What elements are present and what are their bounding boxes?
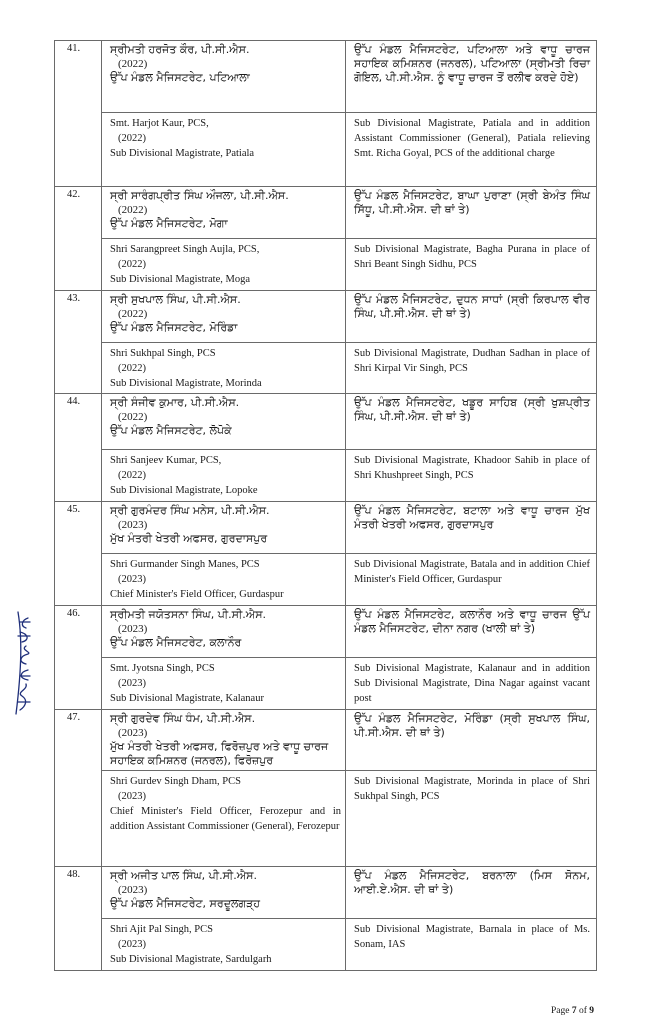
new-posting-punjabi (346, 606, 597, 658)
entry-row-punjabi (55, 606, 597, 658)
new-posting-pa-text: ਉੱਪ ਮੰਡਲ ਮੈਜਿਸਟਰੇਟ, ਦੁਧਨ ਸਾਧਾਂ (ਸ੍ਰੀ ਕਿਰਪਾਲ ਵੀਰ ਸਿੰਘ, ਪੀ.ਸੀ.ਐਸ. ਦੀ ਥਾਂ ਤੇ) (354, 293, 590, 320)
new-posting-pa-text: ਉੱਪ ਮੰਡਲ ਮੈਜਿਸਟਰੇਟ, ਬਰਨਾਲਾ (ਮਿਸ ਸੋਨਮ, ਆਈ.ਏ.ਐਸ. ਦੀ ਥਾਂ ਤੇ) (354, 869, 590, 896)
officer-punjabi (102, 394, 346, 450)
current-post-pa: ਉੱਪ ਮੰਡਲ ਮੈਜਿਸਟਰੇਟ, ਮੋਰਿੰਡਾ (110, 321, 238, 334)
officer-name-pa: ਸ੍ਰੀ ਸਾਰੰਗਪ੍ਰੀਤ ਸਿੰਘ ਔਜਲਾ, ਪੀ.ਸੀ.ਐਸ. (110, 189, 289, 202)
entry-row-english (55, 113, 597, 187)
entry-row-english (55, 658, 597, 710)
officer-name-pa: ਸ੍ਰੀ ਗੁਰਦੇਵ ਸਿੰਘ ਧੰਮ, ਪੀ.ਸੀ.ਐਸ. (110, 712, 256, 725)
officer-punjabi (102, 606, 346, 658)
entry-row-punjabi (55, 291, 597, 343)
new-posting-english (346, 658, 597, 710)
current-post-pa: ਮੁੱਖ ਮੰਤਰੀ ਖੇਤਰੀ ਅਫਸਰ, ਗੁਰਦਾਸਪੁਰ (110, 532, 268, 545)
batch-year-en: (2023) (118, 939, 146, 950)
page-total: 9 (589, 1006, 594, 1016)
page-footer (551, 1006, 594, 1016)
officer-name-pa: ਸ੍ਰੀ ਅਜੀਤ ਪਾਲ ਸਿੰਘ, ਪੀ.ਸੀ.ਐਸ. (110, 869, 257, 882)
new-posting-english (346, 554, 597, 606)
current-post-pa: ਉੱਪ ਮੰਡਲ ਮੈਜਿਸਟਰੇਟ, ਮੋਗਾ (110, 217, 228, 230)
batch-year-en: (2022) (118, 259, 146, 270)
current-post-en: Chief Minister's Field Officer, Gurdaspur (110, 589, 284, 600)
officer-english (102, 919, 346, 971)
current-post-pa: ਉੱਪ ਮੰਡਲ ਮੈਜਿਸਟਰੇਟ, ਕਲਾਨੌਰ (110, 636, 242, 649)
batch-year-en: (2023) (118, 678, 146, 689)
officer-punjabi (102, 41, 346, 113)
entry-row-punjabi (55, 502, 597, 554)
current-post-pa: ਉੱਪ ਮੰਡਲ ਮੈਜਿਸਟਰੇਟ, ਸਰਦੂਲਗੜ੍ਹ (110, 897, 261, 910)
officer-name-en: Shri Gurmander Singh Manes, PCS (110, 559, 260, 570)
new-posting-english (346, 450, 597, 502)
new-posting-english (346, 771, 597, 867)
officer-name-en: Shri Ajit Pal Singh, PCS (110, 924, 213, 935)
transfer-table (54, 40, 597, 971)
page-label: Page (550, 1006, 570, 1016)
officer-english (102, 239, 346, 291)
new-posting-en-text: Sub Divisional Magistrate, Dudhan Sadhan in place of Shri Kirpal Vir Singh, PCS (354, 348, 590, 374)
entry-number: 44. (55, 394, 102, 502)
handwritten-signature (8, 606, 38, 716)
batch-year-en: (2023) (118, 574, 146, 585)
entry-row-english (55, 450, 597, 502)
batch-year-en: (2022) (118, 133, 146, 144)
entry-row-punjabi (55, 710, 597, 771)
new-posting-punjabi (346, 291, 597, 343)
entry-row-english (55, 343, 597, 394)
new-posting-punjabi (346, 502, 597, 554)
new-posting-punjabi (346, 41, 597, 113)
current-post-en: Sub Divisional Magistrate, Morinda (110, 378, 262, 389)
current-post-pa: ਉੱਪ ਮੰਡਲ ਮੈਜਿਸਟਰੇਟ, ਲੋਪੋਕੇ (110, 424, 232, 437)
batch-year-en: (2022) (118, 470, 146, 481)
officer-english (102, 450, 346, 502)
new-posting-pa-text: ਉੱਪ ਮੰਡਲ ਮੈਜਿਸਟਰੇਟ, ਬਟਾਲਾ ਅਤੇ ਵਾਧੂ ਚਾਰਜ ਮੁੱਖ ਮੰਤਰੀ ਖੇਤਰੀ ਅਫਸਰ, ਗੁਰਦਾਸਪੁਰ (354, 504, 590, 531)
new-posting-en-text: Sub Divisional Magistrate, Barnala in place of Ms. Sonam, IAS (354, 924, 590, 950)
batch-year-pa: (2022) (118, 308, 148, 320)
current-post-en: Sub Divisional Magistrate, Lopoke (110, 485, 258, 496)
current-post-en: Chief Minister's Field Officer, Ferozepur and in addition Assistant Commissioner (General), Ferozepur (110, 806, 341, 832)
new-posting-english (346, 239, 597, 291)
new-posting-punjabi (346, 394, 597, 450)
officer-name-en: Shri Sukhpal Singh, PCS (110, 348, 216, 359)
current-post-en: Sub Divisional Magistrate, Patiala (110, 148, 255, 159)
officer-name-pa: ਸ੍ਰੀਮਤੀ ਜਯੋਤਸਨਾ ਸਿੰਘ, ਪੀ.ਸੀ.ਐਸ. (110, 608, 267, 621)
current-post-en: Sub Divisional Magistrate, Moga (110, 274, 250, 285)
new-posting-punjabi (346, 867, 597, 919)
new-posting-pa-text: ਉੱਪ ਮੰਡਲ ਮੈਜਿਸਟਰੇਟ, ਖਡੂਰ ਸਾਹਿਬ (ਸ੍ਰੀ ਖੁਸ਼ਪ੍ਰੀਤ ਸਿੰਘ, ਪੀ.ਸੀ.ਐਸ. ਦੀ ਥਾਂ ਤੇ) (354, 396, 590, 423)
batch-year-pa: (2023) (118, 519, 148, 531)
new-posting-en-text: Sub Divisional Magistrate, Batala and in addition Chief Minister's Field Officer, Gurdaspur (354, 559, 590, 585)
new-posting-en-text: Sub Divisional Magistrate, Kalanaur and in addition Sub Divisional Magistrate, Dina Nagar against vacant post (354, 663, 590, 704)
new-posting-en-text: Sub Divisional Magistrate, Bagha Purana in place of Shri Beant Singh Sidhu, PCS (354, 244, 590, 270)
new-posting-en-text: Sub Divisional Magistrate, Khadoor Sahib in place of Shri Khushpreet Singh, PCS (354, 455, 590, 481)
officer-english (102, 113, 346, 187)
batch-year-pa: (2022) (118, 411, 148, 423)
new-posting-pa-text: ਉੱਪ ਮੰਡਲ ਮੈਜਿਸਟਰੇਟ, ਬਾਘਾ ਪੁਰਾਣਾ (ਸ੍ਰੀ ਬੇਅੰਤ ਸਿੰਘ ਸਿੱਧੂ, ਪੀ.ਸੀ.ਐਸ. ਦੀ ਥਾਂ ਤੇ) (354, 189, 590, 216)
entry-row-english (55, 919, 597, 971)
new-posting-pa-text: ਉੱਪ ਮੰਡਲ ਮੈਜਿਸਟਰੇਟ, ਮੋਰਿੰਡਾ (ਸ੍ਰੀ ਸੁਖਪਾਲ ਸਿੰਘ, ਪੀ.ਸੀ.ਐਸ. ਦੀ ਥਾਂ ਤੇ) (354, 712, 590, 739)
entry-number: 48. (55, 867, 102, 971)
entry-number: 42. (55, 187, 102, 291)
entry-number: 41. (55, 41, 102, 187)
current-post-en: Sub Divisional Magistrate, Kalanaur (110, 693, 264, 704)
entry-number: 43. (55, 291, 102, 394)
batch-year-pa: (2023) (118, 623, 148, 635)
new-posting-en-text: Sub Divisional Magistrate, Morinda in place of Shri Sukhpal Singh, PCS (354, 776, 590, 802)
entry-row-english (55, 771, 597, 867)
batch-year-en: (2023) (118, 791, 146, 802)
officer-name-pa: ਸ੍ਰੀ ਸੁਖਪਾਲ ਸਿੰਘ, ਪੀ.ਸੀ.ਐਸ. (110, 293, 241, 306)
new-posting-english (346, 113, 597, 187)
entry-number: 46. (55, 606, 102, 710)
current-post-pa: ਉੱਪ ਮੰਡਲ ਮੈਜਿਸਟਰੇਟ, ਪਟਿਆਲਾ (110, 71, 250, 84)
batch-year-en: (2022) (118, 363, 146, 374)
new-posting-english (346, 343, 597, 394)
officer-punjabi (102, 187, 346, 239)
entry-number: 47. (55, 710, 102, 867)
page-of: of (578, 1006, 587, 1016)
officer-english (102, 771, 346, 867)
new-posting-en-text: Sub Divisional Magistrate, Patiala and in addition Assistant Commissioner (General), Patiala relieving Smt. Richa Goyal, PCS of the additional charge (354, 118, 590, 159)
entry-row-english (55, 554, 597, 606)
new-posting-pa-text: ਉੱਪ ਮੰਡਲ ਮੈਜਿਸਟਰੇਟ, ਕਲਾਨੌਰ ਅਤੇ ਵਾਧੂ ਚਾਰਜ ਉੱਪ ਮੰਡਲ ਮੈਜਿਸਟਰੇਟ, ਦੀਨਾ ਨਗਰ (ਖਾਲੀ ਥਾਂ ਤੇ) (354, 608, 590, 635)
batch-year-pa: (2022) (118, 58, 148, 70)
new-posting-english (346, 919, 597, 971)
current-post-en: Sub Divisional Magistrate, Sardulgarh (110, 954, 272, 965)
new-posting-pa-text: ਉੱਪ ਮੰਡਲ ਮੈਜਿਸਟਰੇਟ, ਪਟਿਆਲਾ ਅਤੇ ਵਾਧੂ ਚਾਰਜ ਸਹਾਇਕ ਕਮਿਸ਼ਨਰ (ਜਨਰਲ), ਪਟਿਆਲਾ (ਸ੍ਰੀਮਤੀ ਰਿਚਾ ਗੋਇਲ, ਪੀ.ਸੀ.ਐਸ. ਨੂੰ ਵਾਧੂ ਚਾਰਜ ਤੋਂ ਰਲੀਵ ਕਰਦੇ ਹੋਏ) (354, 43, 590, 84)
officer-english (102, 658, 346, 710)
table-body (55, 41, 597, 971)
officer-punjabi (102, 291, 346, 343)
entry-row-punjabi (55, 394, 597, 450)
officer-name-en: Smt. Harjot Kaur, PCS, (110, 118, 209, 129)
officer-name-pa: ਸ੍ਰੀ ਸੰਜੀਵ ਕੁਮਾਰ, ਪੀ.ਸੀ.ਐਸ. (110, 396, 240, 409)
entry-number: 45. (55, 502, 102, 606)
officer-name-en: Shri Gurdev Singh Dham, PCS (110, 776, 241, 787)
officer-name-en: Smt. Jyotsna Singh, PCS (110, 663, 215, 674)
entry-row-english (55, 239, 597, 291)
entry-row-punjabi (55, 41, 597, 113)
officer-name-pa: ਸ੍ਰੀਮਤੀ ਹਰਜੋਤ ਕੌਰ, ਪੀ.ਸੀ.ਐਸ. (110, 43, 250, 56)
entry-row-punjabi (55, 187, 597, 239)
new-posting-punjabi (346, 710, 597, 771)
batch-year-pa: (2023) (118, 727, 148, 739)
officer-punjabi (102, 502, 346, 554)
officer-punjabi (102, 710, 346, 771)
officer-name-en: Shri Sanjeev Kumar, PCS, (110, 455, 222, 466)
officer-english (102, 343, 346, 394)
current-post-pa: ਮੁੱਖ ਮੰਤਰੀ ਖੇਤਰੀ ਅਫਸਰ, ਫਿਰੋਜ਼ਪੁਰ ਅਤੇ ਵਾਧੂ ਚਾਰਜ ਸਹਾਇਕ ਕਮਿਸ਼ਨਰ (ਜਨਰਲ), ਫਿਰੋਜ਼ਪੁਰ (110, 740, 329, 767)
batch-year-pa: (2023) (118, 884, 148, 896)
new-posting-punjabi (346, 187, 597, 239)
entry-row-punjabi (55, 867, 597, 919)
officer-punjabi (102, 867, 346, 919)
batch-year-pa: (2022) (118, 204, 148, 216)
officer-english (102, 554, 346, 606)
officer-name-en: Shri Sarangpreet Singh Aujla, PCS, (110, 244, 260, 255)
page-current: 7 (571, 1006, 577, 1016)
officer-name-pa: ਸ੍ਰੀ ਗੁਰਮੰਦਰ ਸਿੰਘ ਮਨੇਸ, ਪੀ.ਸੀ.ਐਸ. (110, 504, 270, 517)
